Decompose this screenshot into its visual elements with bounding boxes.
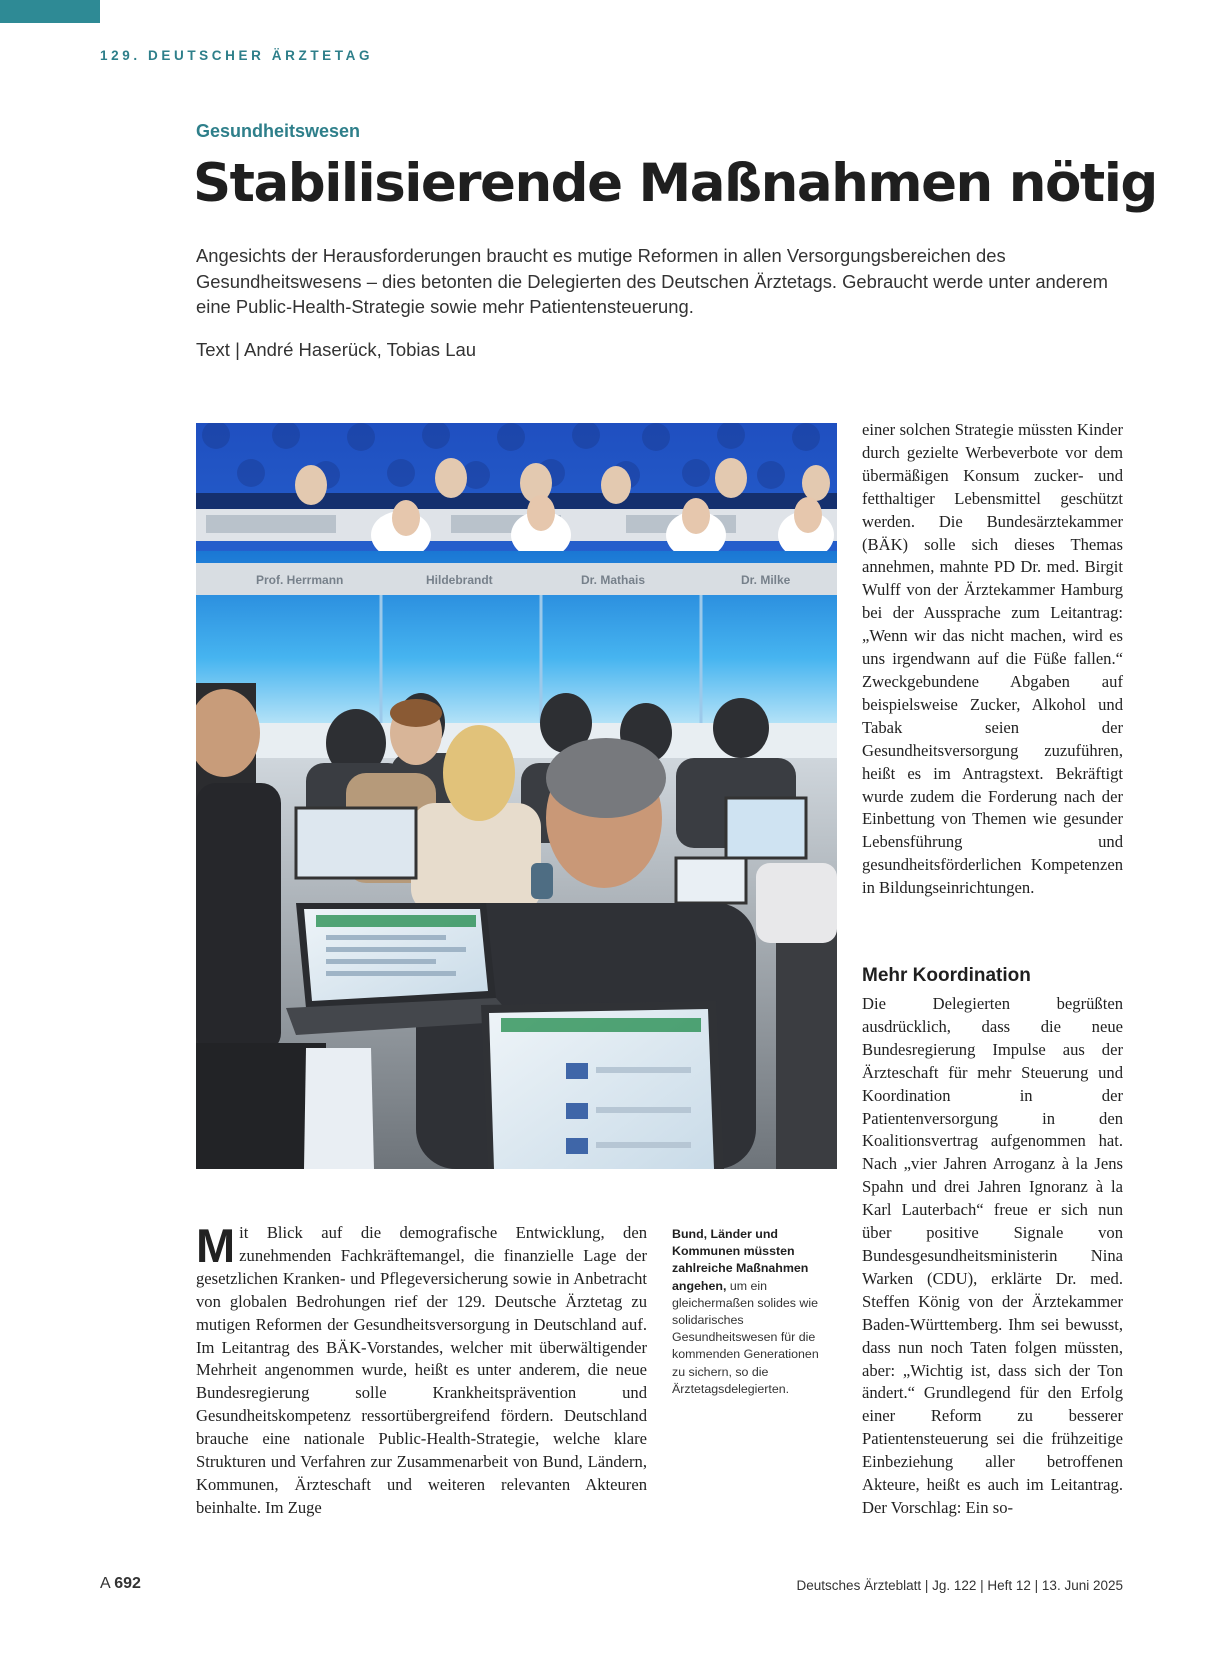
svg-text:Dr. Mathais: Dr. Mathais (581, 573, 646, 587)
photo-caption (672, 1226, 832, 1398)
svg-text:Hildebrandt: Hildebrandt (426, 573, 493, 587)
page-number-value: 692 (114, 1575, 141, 1592)
article-photo (196, 423, 837, 1169)
section-header: 129. DEUTSCHER ÄRZTETAG (100, 48, 374, 63)
article-title: Stabilisierende Maßnahmen nötig (193, 153, 1157, 214)
article-kicker: Gesundheitswesen (196, 121, 361, 141)
page-number (100, 1575, 141, 1593)
article-byline: Text | André Haserück, Tobias Lau (196, 339, 477, 360)
article-subhead: Mehr Koordination (862, 965, 1031, 986)
article-body-right-column-continued: Die Delegierten begrüßten ausdrücklich, dass die neue Bundesregierung Impulse aus der Ärzteschaft für mehr Steuerung und Koordination in der Patientenversorgung in den Koalitionsvertrag aufgenommen hat. Nach „vier Jahren Arroganz à la Jens Spahn und drei Jahren Ignoranz à la Karl Lauterbach“ freue er sich nun über positive Signale von Bundesgesundheitsministerin Nina Warken (CDU), erklärte Dr. med. Steffen König von der Ärztekammer Baden-Württemberg. Ihm sei bewusst, dass nun noch Taten folgen müssten, aber: „Wichtig ist, dass sich der Ton ändert.“ Grundlegend für den Erfolg einer Reform zu besserer Patientensteuerung sei die frühzeitige Einbeziehung aller betroffenen Akteure, heißt es auch im Leitantrag. Der Vorschlag: Ein so- (862, 994, 1123, 1517)
article-body-right-column: einer solchen Strategie müssten Kinder durch gezielte Werbeverbote vor dem übermäßigen Konsum zucker- und fetthaltiger Lebensmittel geschützt werden. Die Bundesärztekammer (BÄK) solle sich dieses Themas annehmen, mahnte PD Dr. med. Birgit Wulff von der Ärztekammer Hamburg bei der Aussprache zum Leitantrag: „Wenn wir das nicht machen, wird es uns irgendwann auf die Füße fallen.“ Zweckgebundene Abgaben auf beispielsweise Zucker, Alkohol und Tabak seien der Gesundheitsversorgung zuzuführen, heißt es im Antragstext. Bekräftigt wurde zudem die Forderung nach der Einbettung von Themen wie gesunder Lebensführung und gesundheitsförderlichen Kompetenzen in Bildungseinrichtungen. (862, 420, 1123, 898)
section-color-bar (0, 0, 100, 23)
drop-cap: M (196, 1219, 236, 1272)
caption-bold-lead: Bund, Länder und Kommunen müssten zahlreiche Maßnahmen angehen, (672, 1227, 809, 1293)
article-body-text: it Blick auf die demografische Entwicklung, den zunehmenden Fachkräftemangel, die finanzielle Lage der gesetzlichen Kranken- und Pflegeversicherung sowie in Anbetracht von globalen Bedrohungen rief der 129. Deutsche Ärztetag zu mutigen Reformen der Gesundheitsversorgung in Deutschland auf. Im Leitantrag des BÄK-Vorstandes, welcher mit überwältigender Mehrheit angenommen wurde, heißt es unter anderem, die neue Bundesregierung solle Krankheitsprävention und Gesundheitskompetenz ressortübergreifend fördern. Deutschland brauche eine nationale Public-Health-Strategie, welche klare Strukturen und Verfahren zur Zusammenarbeit von Bund, Ländern, Kommunen, Ärzteschaft und weiteren relevanten Akteuren beinhalte. Im Zuge (196, 1223, 647, 1517)
page-prefix: A (100, 1575, 110, 1592)
journal-footer: Deutsches Ärzteblatt | Jg. 122 | Heft 12 | 13. Juni 2025 (796, 1578, 1123, 1593)
article-lead: Angesichts der Herausforderungen braucht es mutige Reformen in allen Versorgungsbereichen des Gesundheitswesens – dies betonten die Delegierten des Deutschen Ärztetags. Gebraucht werde unter anderem eine Public-Health-Strategie sowie mehr Patientensteuerung. (196, 245, 1108, 317)
article-body-intro (196, 1219, 647, 1520)
svg-text:Dr. Milke: Dr. Milke (741, 573, 791, 587)
caption-text: um ein gleichermaßen solides wie solidarisches Gesundheitswesen für die kommenden Generationen zu sichern, so die Ärztetagsdelegierten. (672, 1278, 819, 1396)
svg-text:Prof. Herrmann: Prof. Herrmann (256, 573, 344, 587)
